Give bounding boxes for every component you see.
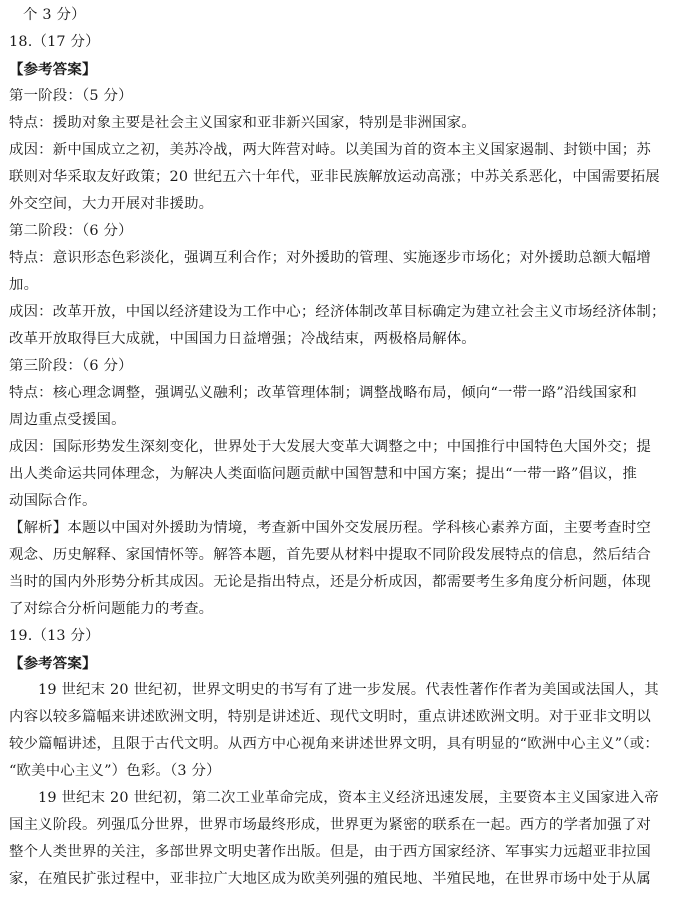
stage-heading: 第三阶段：（6 分） bbox=[9, 358, 133, 374]
stage-heading: 第一阶段：（5 分） bbox=[9, 88, 133, 104]
text-line: “欧美中心主义”）色彩。（3 分） bbox=[9, 763, 221, 779]
text-line: 观念、历史解释、家国情怀等。解答本题，首先要从材料中提取不同阶段发展特点的信息，然后结合 bbox=[9, 547, 651, 563]
text-line: 出人类命运共同体理念，为解决人类面临问题贡献中国智慧和中国方案；提出“一带一路”倡议，推 bbox=[9, 466, 637, 482]
text-line: 19 世纪末 20 世纪初，第二次工业革命完成，资本主义经济迅速发展，主要资本主义国家进入帝 bbox=[38, 790, 659, 806]
section-heading: 【参考答案】 bbox=[9, 61, 97, 78]
text-line: 个 3 分） bbox=[23, 7, 86, 23]
text-line: 特点：核心理念调整，强调弘义融利；改革管理体制；调整战略布局，倾向“一带一路”沿线国家和 bbox=[9, 385, 637, 401]
document-page bbox=[9, 2, 674, 893]
text-line: 改革开放取得巨大成就，中国国力日益增强；冷战结束，两极格局解体。 bbox=[9, 331, 476, 347]
text-line: 内容以较多篇幅来讲述欧洲文明，特别是讲述近、现代文明时，重点讲述欧洲文明。对于亚非文明以 bbox=[9, 709, 651, 725]
text-line: 成因：国际形势发生深刻变化，世界处于大发展大变革大调整之中；中国推行中国特色大国外交；提 bbox=[9, 439, 651, 455]
text-line: 加。 bbox=[9, 277, 39, 293]
text-line: 周边重点受援国。 bbox=[9, 412, 126, 428]
text-line: 家，在殖民扩张过程中，亚非拉广大地区成为欧美列强的殖民地、半殖民地，在世界市场中处于从属 bbox=[9, 871, 651, 887]
section-heading: 【参考答案】 bbox=[9, 655, 97, 672]
text-line: 特点：意识形态色彩淡化，强调互利合作；对外援助的管理、实施逐步市场化；对外援助总额大幅增 bbox=[9, 250, 651, 266]
text-line: 特点：援助对象主要是社会主义国家和亚非新兴国家，特别是非洲国家。 bbox=[9, 115, 476, 131]
analysis-line: 【解析】本题以中国对外援助为情境，考查新中国外交发展历程。学科核心素养方面，主要考查时空 bbox=[9, 520, 651, 536]
text-line: 成因：新中国成立之初，美苏冷战，两大阵营对峙。以美国为首的资本主义国家遏制、封锁中国；苏 bbox=[9, 142, 651, 158]
text-line: 19 世纪末 20 世纪初，世界文明史的书写有了进一步发展。代表性著作作者为美国或法国人，其 bbox=[38, 682, 659, 698]
text-line: 了对综合分析问题能力的考查。 bbox=[9, 601, 214, 617]
text-line: 联则对华采取友好政策；20 世纪五六十年代，亚非民族解放运动高涨；中苏关系恶化，中国需要拓展 bbox=[9, 169, 660, 185]
text-line: 外交空间，大力开展对非援助。 bbox=[9, 196, 214, 212]
text-line: 成因：改革开放，中国以经济建设为工作中心；经济体制改革目标确定为建立社会主义市场经济体制； bbox=[9, 304, 666, 320]
question-number: 19.（13 分） bbox=[9, 628, 100, 644]
text-line: 较少篇幅讲述，且限于古代文明。从西方中心视角来讲述世界文明，具有明显的“欧洲中心主义”（或： bbox=[9, 736, 659, 752]
text-line: 整个人类世界的关注，多部世界文明史著作出版。但是，由于西方国家经济、军事实力远超亚非拉国 bbox=[9, 844, 651, 860]
text-line: 动国际合作。 bbox=[9, 493, 97, 509]
question-number: 18.（17 分） bbox=[9, 34, 100, 50]
text-line: 当时的国内外形势分析其成因。无论是指出特点，还是分析成因，都需要考生多角度分析问题，体现 bbox=[9, 574, 651, 590]
text-line: 国主义阶段。列强瓜分世界，世界市场最终形成，世界更为紧密的联系在一起。西方的学者加强了对 bbox=[9, 817, 651, 833]
stage-heading: 第二阶段：（6 分） bbox=[9, 223, 133, 239]
